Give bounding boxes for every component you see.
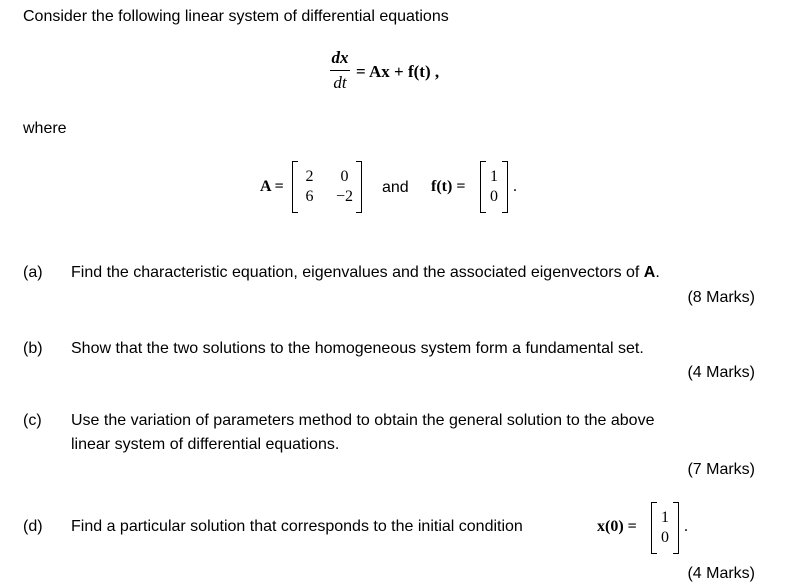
equation-rhs: = Ax + f(t) , [356, 62, 440, 81]
vector-f-cell: 1 [490, 168, 498, 185]
initial-vector-right-bracket [673, 502, 679, 554]
question-c-line2: linear system of differential equations. [71, 436, 340, 453]
matrix-a-cell: 2 [305, 168, 314, 185]
question-b-id: (b) [23, 340, 43, 357]
question-a-text [71, 264, 660, 282]
derivative-denominator: dt [333, 73, 347, 92]
question-b-marks: (4 Marks) [687, 364, 755, 381]
initial-vector-period: . [684, 518, 688, 535]
vector-f-period: . [513, 178, 517, 195]
vector-f-label: f(t) = [431, 178, 466, 195]
matrix-a-cell: 0 [340, 168, 349, 185]
and-text: and [382, 179, 409, 196]
question-b-text: Show that the two solutions to the homogeneous system form a fundamental set. [71, 340, 644, 357]
question-a-id: (a) [23, 264, 43, 281]
matrix-a-right-bracket [356, 161, 362, 213]
where-text: where [23, 120, 67, 137]
question-d-text: Find a particular solution that corresponds to the initial condition [71, 518, 523, 535]
initial-vector-cell: 0 [661, 529, 669, 546]
matrix-a-label: A = [260, 178, 284, 195]
matrix-a [292, 161, 362, 213]
question-c-line1: Use the variation of parameters method to obtain the general solution to the above [71, 412, 655, 429]
derivative-numerator: dx [331, 48, 349, 67]
vector-f [480, 161, 508, 213]
question-c-id: (c) [23, 412, 42, 429]
vector-f-cell: 0 [490, 188, 498, 205]
vector-f-right-bracket [502, 161, 508, 213]
question-a-bold: A [643, 264, 656, 281]
question-a-body: Find the characteristic equation, eigenvalues and the associated eigenvectors of [71, 264, 644, 281]
matrix-a-cell: −2 [335, 188, 354, 205]
fraction-bar [330, 70, 350, 71]
initial-condition-label: x(0) = [597, 518, 637, 535]
initial-vector-cell: 1 [661, 509, 669, 526]
question-d-marks: (4 Marks) [687, 565, 755, 582]
intro-text: Consider the following linear system of differential equations [23, 8, 449, 25]
matrix-a-cell: 6 [305, 188, 314, 205]
initial-condition-vector [651, 502, 679, 554]
matrix-a-left-bracket [292, 161, 298, 213]
vector-f-left-bracket [480, 161, 486, 213]
question-a-marks: (8 Marks) [687, 289, 755, 306]
question-a-tail: . [655, 264, 660, 281]
initial-vector-left-bracket [651, 502, 657, 554]
derivative-fraction [330, 48, 350, 93]
question-c-marks: (7 Marks) [687, 461, 755, 478]
question-d-id: (d) [23, 518, 43, 535]
